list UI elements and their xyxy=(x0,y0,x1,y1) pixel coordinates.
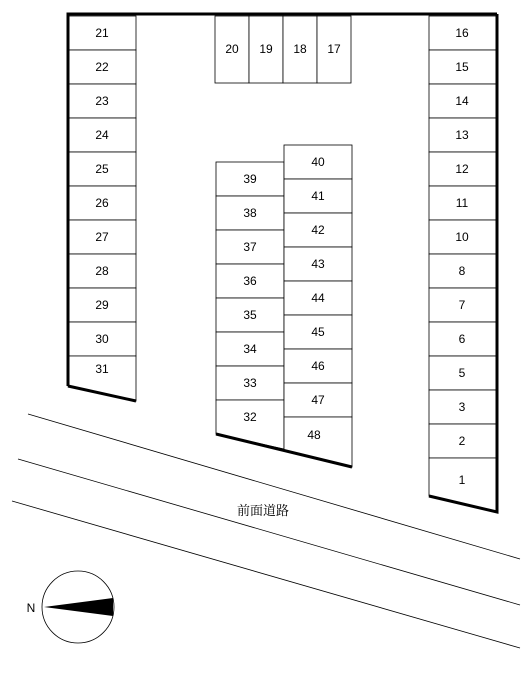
stall-number: 1 xyxy=(458,473,466,487)
stall-number: 22 xyxy=(95,60,109,74)
stall xyxy=(215,16,249,83)
stall xyxy=(249,16,283,83)
stall xyxy=(216,366,284,400)
stall xyxy=(284,383,352,417)
stall xyxy=(429,254,497,288)
stall xyxy=(216,162,284,196)
stall xyxy=(429,356,497,390)
stall-number: 15 xyxy=(455,60,469,74)
stall xyxy=(284,179,352,213)
stall xyxy=(429,322,497,356)
stall-group-left xyxy=(68,16,136,401)
stall-number: 48 xyxy=(307,428,321,442)
stall-number: 28 xyxy=(95,264,109,278)
stall xyxy=(68,288,136,322)
stall-number: 31 xyxy=(95,362,109,376)
stall-number: 12 xyxy=(455,162,469,176)
stall-number: 41 xyxy=(311,189,325,203)
stall xyxy=(284,247,352,281)
stall xyxy=(284,213,352,247)
stall xyxy=(429,220,497,254)
stall xyxy=(68,118,136,152)
stall-number: 24 xyxy=(95,128,109,142)
stall xyxy=(429,390,497,424)
stall xyxy=(216,264,284,298)
stall-number: 32 xyxy=(243,410,257,424)
stall-number: 17 xyxy=(327,42,341,56)
stall xyxy=(317,16,351,83)
stall xyxy=(284,315,352,349)
stall-number: 34 xyxy=(243,342,257,356)
stall-number: 27 xyxy=(95,230,109,244)
stall-number: 20 xyxy=(225,42,239,56)
stall-number: 3 xyxy=(458,400,466,414)
stall-number: 44 xyxy=(311,291,325,305)
stall xyxy=(284,349,352,383)
stall-number: 23 xyxy=(95,94,109,108)
stall-number: 37 xyxy=(243,240,257,254)
stall xyxy=(68,322,136,356)
stall xyxy=(284,145,352,179)
stall-number: 39 xyxy=(243,172,257,186)
stall-number: 47 xyxy=(311,393,325,407)
stall xyxy=(429,288,497,322)
stall xyxy=(68,50,136,84)
stall xyxy=(68,84,136,118)
stall xyxy=(429,84,497,118)
stall xyxy=(283,16,317,83)
stall xyxy=(68,152,136,186)
stall xyxy=(429,118,497,152)
stall-number: 40 xyxy=(311,155,325,169)
stall-group-center-left xyxy=(216,162,284,449)
stall-number: 33 xyxy=(243,376,257,390)
stall xyxy=(284,281,352,315)
stall xyxy=(68,220,136,254)
stall xyxy=(429,424,497,458)
stall xyxy=(216,196,284,230)
stall xyxy=(68,254,136,288)
stall-number: 25 xyxy=(95,162,109,176)
stall xyxy=(429,50,497,84)
stall-number: 19 xyxy=(259,42,273,56)
stall-number: 5 xyxy=(458,366,466,380)
road-label: 前面道路 xyxy=(236,503,290,518)
stall-number: 30 xyxy=(95,332,109,346)
stall-number: 13 xyxy=(455,128,469,142)
stall-group-right xyxy=(429,16,497,512)
stall-number: 43 xyxy=(311,257,325,271)
stall-number: 21 xyxy=(95,26,109,40)
stall xyxy=(429,152,497,186)
stall xyxy=(216,230,284,264)
stall-number: 29 xyxy=(95,298,109,312)
stall-number: 38 xyxy=(243,206,257,220)
stall-group-top xyxy=(215,16,351,83)
stall-number: 35 xyxy=(243,308,257,322)
stall-number: 45 xyxy=(311,325,325,339)
stall-number: 8 xyxy=(458,264,466,278)
stall xyxy=(68,16,136,50)
stall-number: 42 xyxy=(311,223,325,237)
compass xyxy=(27,571,114,643)
stall-number: 16 xyxy=(455,26,469,40)
stall-number: 6 xyxy=(458,332,466,346)
compass-north-label: N xyxy=(26,601,36,615)
stall-number: 11 xyxy=(455,196,469,210)
stall xyxy=(429,186,497,220)
stall-number: 14 xyxy=(455,94,469,108)
stall-number: 26 xyxy=(95,196,109,210)
stall xyxy=(216,332,284,366)
stall-number: 2 xyxy=(458,434,466,448)
stall xyxy=(429,16,497,50)
stall-number: 46 xyxy=(311,359,325,373)
stall-group-center-right xyxy=(284,145,352,467)
stall-number: 7 xyxy=(458,298,466,312)
stall xyxy=(68,186,136,220)
stall-number: 18 xyxy=(293,42,307,56)
stall xyxy=(216,298,284,332)
stall-number: 10 xyxy=(455,230,469,244)
stall-number: 36 xyxy=(243,274,257,288)
